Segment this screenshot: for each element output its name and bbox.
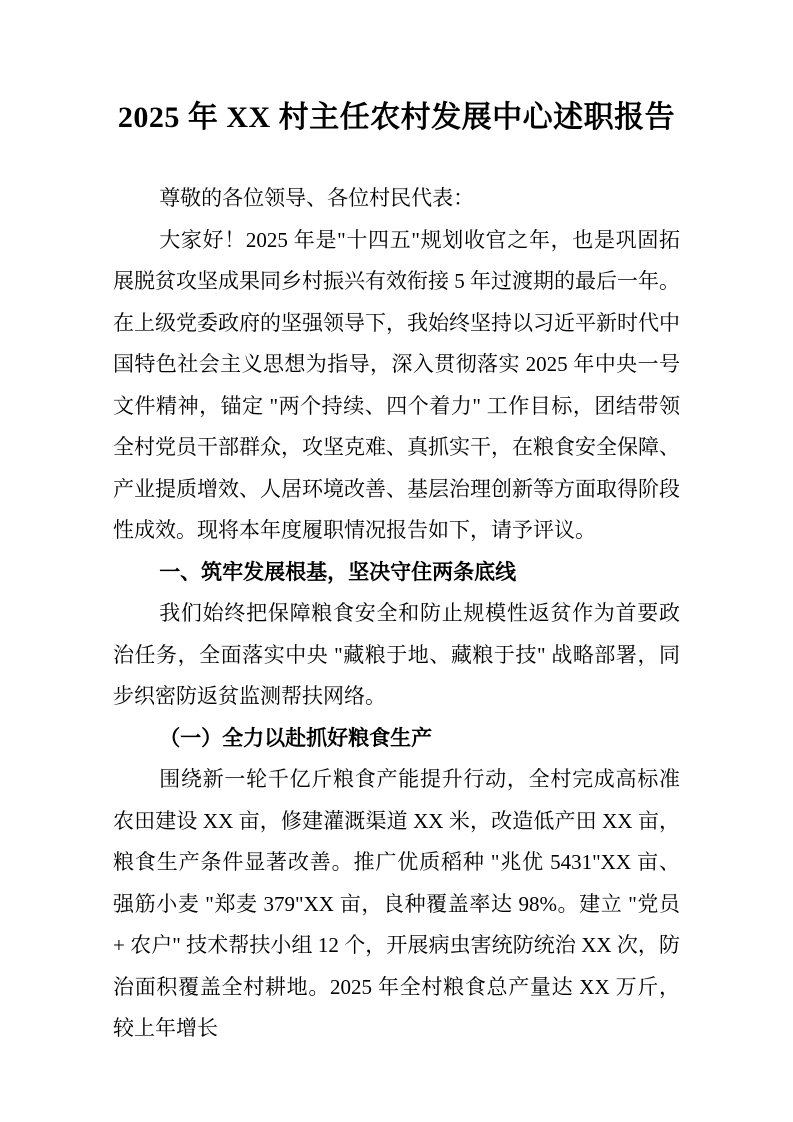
salutation-line: 尊敬的各位领导、各位村民代表：: [159, 186, 475, 210]
document-title: 2025 年 XX 村主任农村发展中心述职报告: [117, 101, 676, 134]
intro-paragraph: 大家好！2025 年是"十四五"规划收官之年，也是巩固拓展脱贫攻坚成果同乡村振兴有效衔接 5 年过渡期的最后一年。在上级党委政府的坚强领导下，我始终坚持以习近平新时代中国特色社会主义思想为指导，深入贯彻落实 2025 年中央一号文件精神，锚定 "两个持续、四个着力" 工作目标，团结带领全村党员干部群众，攻坚克难、真抓实干，在粮食安全保障、产业提质增效、人居环境改善、基层治理创新等方面取得阶段性成效。现将本年度履职情况报告如下，请予评议。: [113, 227, 680, 542]
section-heading-1: 一、筑牢发展根基，坚决守住两条底线: [159, 559, 517, 584]
subsection-heading-1-1: （一）全力以赴抓好粮食生产: [159, 725, 433, 750]
grain-production-paragraph: 围绕新一轮千亿斤粮食产能提升行动，全村完成高标准农田建设 XX 亩，修建灌溉渠道 XX 米，改造低产田 XX 亩，粮食生产条件显著改善。推广优质稻种 "兆优 5431"XX 亩、强筋小麦 "郑麦 379"XX 亩，良种覆盖率达 98%。建立 "党员 + 农户" 技术帮扶小组 12 个，开展病虫害统防统治 XX 次，防治面积覆盖全村耕地。2025 年全村粮食总产量达 XX 万斤，较上年增长: [113, 767, 680, 1040]
section-1-overview-paragraph: 我们始终把保障粮食安全和防止规模性返贫作为首要政治任务，全面落实中央 "藏粮于地、藏粮于技" 战略部署，同步织密防返贫监测帮扶网络。: [113, 601, 680, 708]
